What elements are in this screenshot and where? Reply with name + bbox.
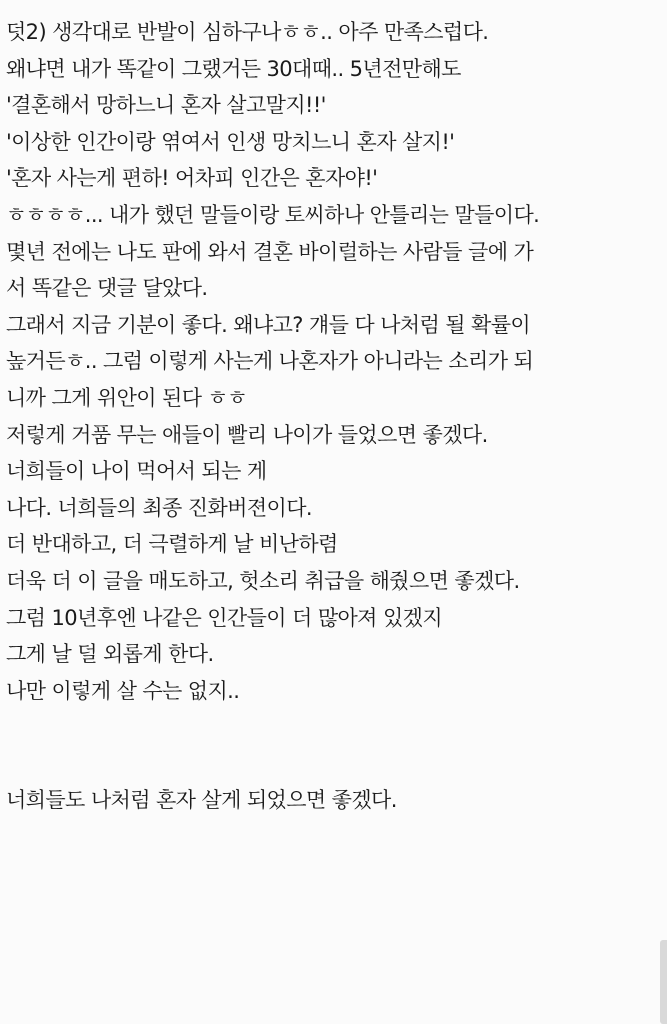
post-line: '이상한 인간이랑 엮여서 인생 망치느니 혼자 살지!': [6, 129, 455, 154]
post-line: 덧2) 생각대로 반발이 심하구나ㅎㅎ.. 아주 만족스럽다.: [6, 20, 489, 44]
post-line: 왜냐면 내가 똑같이 그랬거든 30대때.. 5년전만해도: [6, 56, 461, 81]
post-line: 너희들이 나이 먹어서 되는 게: [6, 459, 267, 484]
post-line: 니까 그게 위안이 된다 ㅎㅎ: [6, 385, 247, 410]
post-line: 그게 날 덜 외롭게 한다.: [6, 642, 214, 667]
post-line: 나만 이렇게 살 수는 없지..: [6, 678, 240, 703]
post-line: '혼자 사는게 편하! 어차피 인간은 혼자야!': [6, 166, 378, 191]
post-line: 그래서 지금 기분이 좋다. 왜냐고? 걔들 다 나처럼 될 확률이: [6, 312, 531, 337]
post-line: 저렇게 거품 무는 애들이 빨리 나이가 들었으면 좋겠다.: [6, 422, 488, 447]
scrollbar-thumb[interactable]: [660, 940, 667, 1024]
post-line: 더욱 더 이 글을 매도하고, 헛소리 취급을 해줬으면 좋겠다.: [6, 568, 520, 593]
post-line: 높거든ㅎ.. 그럼 이렇게 사는게 나혼자가 아니라는 소리가 되: [6, 349, 534, 374]
post-line: 그럼 10년후엔 나같은 인간들이 더 많아져 있겠지: [6, 605, 443, 630]
post-line: 너희들도 나처럼 혼자 살게 되었으면 좋겠다.: [6, 788, 397, 813]
post-line: 몇년 전에는 나도 판에 와서 결혼 바이럴하는 사람들 글에 가: [6, 239, 534, 264]
post-line: 서 똑같은 댓글 달았다.: [6, 276, 208, 301]
post-line: '결혼해서 망하느니 혼자 살고말지!!': [6, 93, 326, 118]
post-line: 나다. 너희들의 최종 진화버젼이다.: [6, 495, 312, 520]
blank-line: [6, 746, 667, 783]
post-line: ㅎㅎㅎㅎ... 내가 했던 말들이랑 토씨하나 안틀리는 말들이다.: [6, 202, 540, 227]
blank-line: [6, 709, 667, 746]
post-line: 더 반대하고, 더 극렬하게 날 비난하렴: [6, 532, 338, 557]
